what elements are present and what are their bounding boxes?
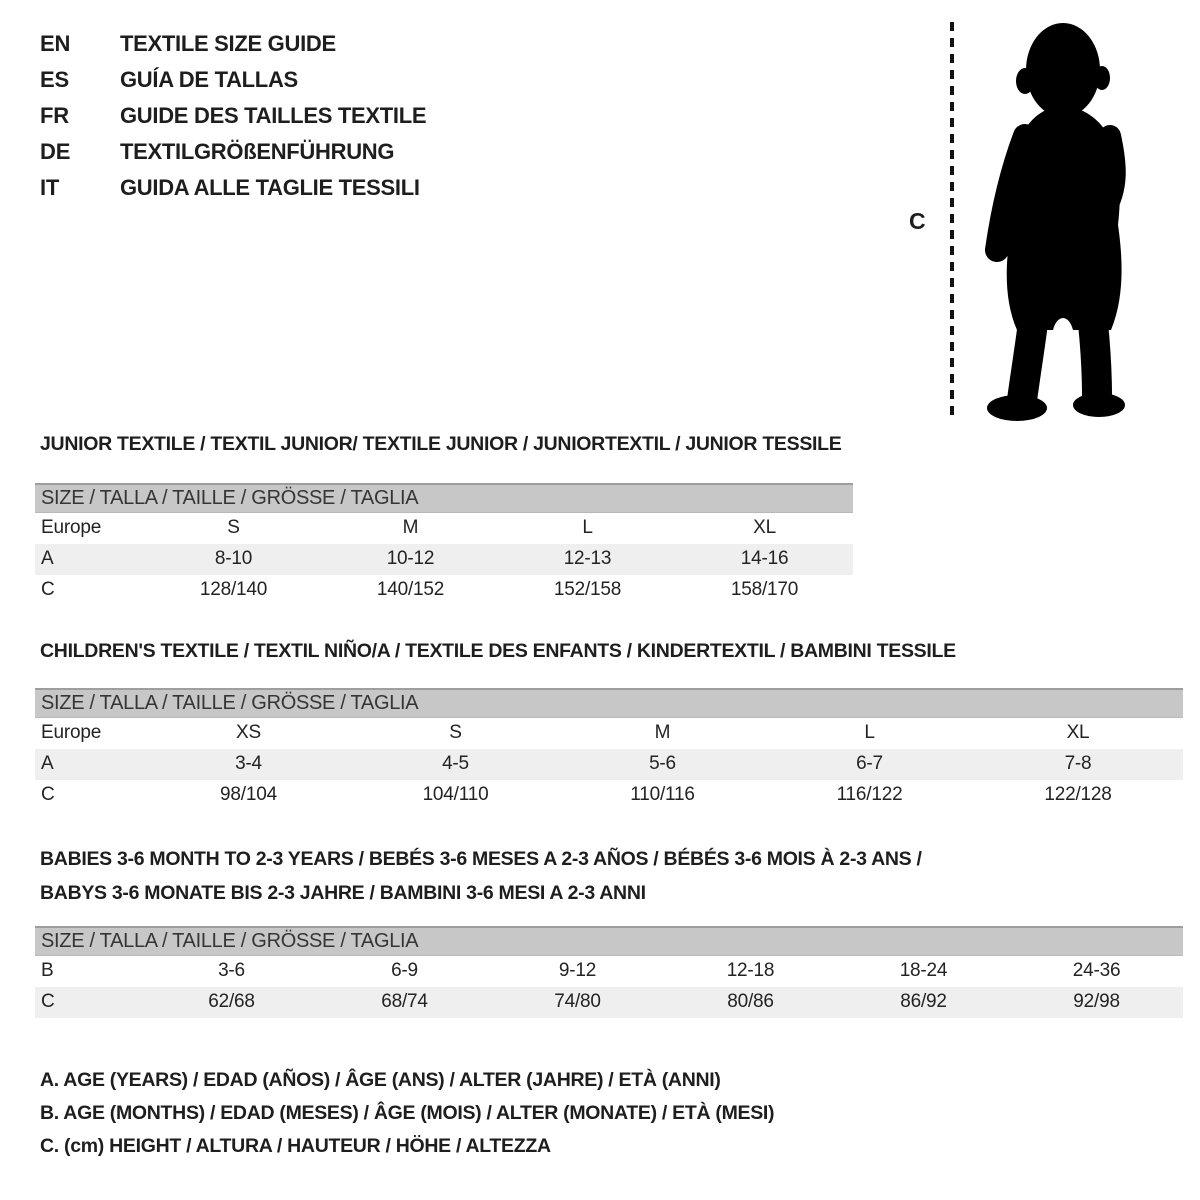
cell: 104/110: [422, 784, 489, 805]
guide-title: GUÍA DE TALLAS: [120, 67, 298, 92]
cell: 3-6: [218, 960, 245, 982]
cell: 68/74: [318, 987, 491, 1018]
row-label: Europe: [41, 517, 102, 539]
cell: 158/170: [730, 579, 799, 600]
cell: 6-9: [391, 960, 418, 982]
row-label: C: [41, 579, 55, 600]
guide-title: GUIDA ALLE TAGLIE TESSILI: [120, 175, 420, 200]
cell: 4-5: [352, 749, 559, 780]
cell: 7-8: [973, 749, 1183, 780]
cell: 110/116: [630, 784, 695, 805]
footnote-age-months: B. AGE (MONTHS) / EDAD (MESES) / ÂGE (MOIS) / ALTER (MONATE) / ETÀ (MESI): [40, 1102, 775, 1124]
language-row: [40, 134, 426, 170]
table-row: [35, 780, 1183, 811]
cell: 98/104: [220, 784, 277, 805]
language-row: [40, 170, 426, 206]
language-row: [40, 26, 426, 62]
language-row: [40, 62, 426, 98]
guide-title: TEXTILE SIZE GUIDE: [120, 31, 336, 56]
section-title-babies-line1: BABIES 3-6 MONTH TO 2-3 YEARS / BEBÉS 3-6 MESES A 2-3 AÑOS / BÉBÉS 3-6 MOIS À 2-3 ANS /: [40, 848, 922, 870]
cell: M: [402, 517, 419, 539]
height-measure-figure: [905, 12, 1155, 427]
babies-size-table: [35, 926, 1183, 1018]
language-code: IT: [40, 175, 60, 200]
table-row: [35, 513, 853, 544]
language-code: DE: [40, 139, 71, 164]
cell: 3-4: [145, 749, 352, 780]
children-size-table: [35, 688, 1183, 811]
cell: S: [449, 722, 462, 744]
guide-title: GUIDE DES TAILLES TEXTILE: [120, 103, 427, 128]
junior-size-table: [35, 483, 853, 606]
cell: 62/68: [145, 987, 318, 1018]
legend-footnotes: [40, 1064, 774, 1163]
row-label: C: [41, 784, 55, 805]
footnote-age-years: A. AGE (YEARS) / EDAD (AÑOS) / ÂGE (ANS) / ALTER (JAHRE) / ETÀ (ANNI): [40, 1069, 721, 1091]
row-label: Europe: [41, 722, 102, 744]
language-code: ES: [40, 67, 69, 92]
cell: 74/80: [491, 987, 664, 1018]
cell: 80/86: [664, 987, 837, 1018]
cell: L: [582, 517, 593, 539]
cell: 14-16: [676, 544, 853, 575]
table-row: [35, 544, 853, 575]
size-header-bar: SIZE / TALLA / TAILLE / GRÖSSE / TAGLIA: [35, 927, 1183, 956]
section-title-junior: JUNIOR TEXTILE / TEXTIL JUNIOR/ TEXTILE JUNIOR / JUNIORTEXTIL / JUNIOR TESSILE: [40, 433, 842, 455]
cell: XL: [753, 517, 776, 539]
table-row: [35, 575, 853, 606]
cell: 5-6: [559, 749, 766, 780]
footnote-height-cm: C. (cm) HEIGHT / ALTURA / HAUTEUR / HÖHE / ALTEZZA: [40, 1135, 551, 1157]
cell: XS: [236, 722, 261, 744]
language-title-list: [40, 26, 426, 206]
row-label: B: [41, 960, 54, 982]
row-label: A: [35, 544, 145, 575]
cell: 12-13: [499, 544, 676, 575]
row-label: C: [35, 987, 145, 1018]
section-title-babies-line2: BABYS 3-6 MONATE BIS 2-3 JAHRE / BAMBINI 3-6 MESI A 2-3 ANNI: [40, 882, 646, 904]
row-label: A: [35, 749, 145, 780]
cell: 6-7: [766, 749, 973, 780]
language-row: [40, 98, 426, 134]
cell: 116/122: [836, 784, 903, 805]
table-row: [35, 718, 1183, 749]
table-header-row: [35, 484, 853, 513]
cell: XL: [1066, 722, 1090, 744]
cell: L: [864, 722, 875, 744]
table-row: [35, 749, 1183, 780]
cell: 10-12: [322, 544, 499, 575]
table-header-row: [35, 689, 1183, 718]
height-measure-label: C: [909, 208, 926, 234]
cell: 18-24: [899, 960, 948, 982]
table-row: [35, 987, 1183, 1018]
cell: 86/92: [837, 987, 1010, 1018]
table-row: [35, 956, 1183, 987]
cell: 92/98: [1010, 987, 1183, 1018]
cell: 122/128: [1044, 784, 1112, 805]
cell: 140/152: [376, 579, 445, 600]
toddler-silhouette-icon: [905, 12, 1155, 427]
cell: S: [227, 517, 240, 539]
cell: M: [654, 722, 671, 744]
cell: 24-36: [1072, 960, 1121, 982]
language-code: EN: [40, 31, 71, 56]
toddler-silhouette: [987, 23, 1125, 421]
cell: 128/140: [199, 579, 268, 600]
section-title-babies: [40, 842, 922, 910]
table-header-row: [35, 927, 1183, 956]
cell: 152/158: [553, 579, 622, 600]
cell: 9-12: [558, 960, 597, 982]
guide-title: TEXTILGRÖßENFÜHRUNG: [120, 139, 395, 164]
cell: 12-18: [726, 960, 775, 982]
size-header-bar: SIZE / TALLA / TAILLE / GRÖSSE / TAGLIA: [35, 689, 1183, 718]
language-code: FR: [40, 103, 69, 128]
size-header-bar: SIZE / TALLA / TAILLE / GRÖSSE / TAGLIA: [35, 484, 853, 513]
section-title-children: CHILDREN'S TEXTILE / TEXTIL NIÑO/A / TEXTILE DES ENFANTS / KINDERTEXTIL / BAMBINI TESSILE: [40, 640, 956, 662]
cell: 8-10: [145, 544, 322, 575]
